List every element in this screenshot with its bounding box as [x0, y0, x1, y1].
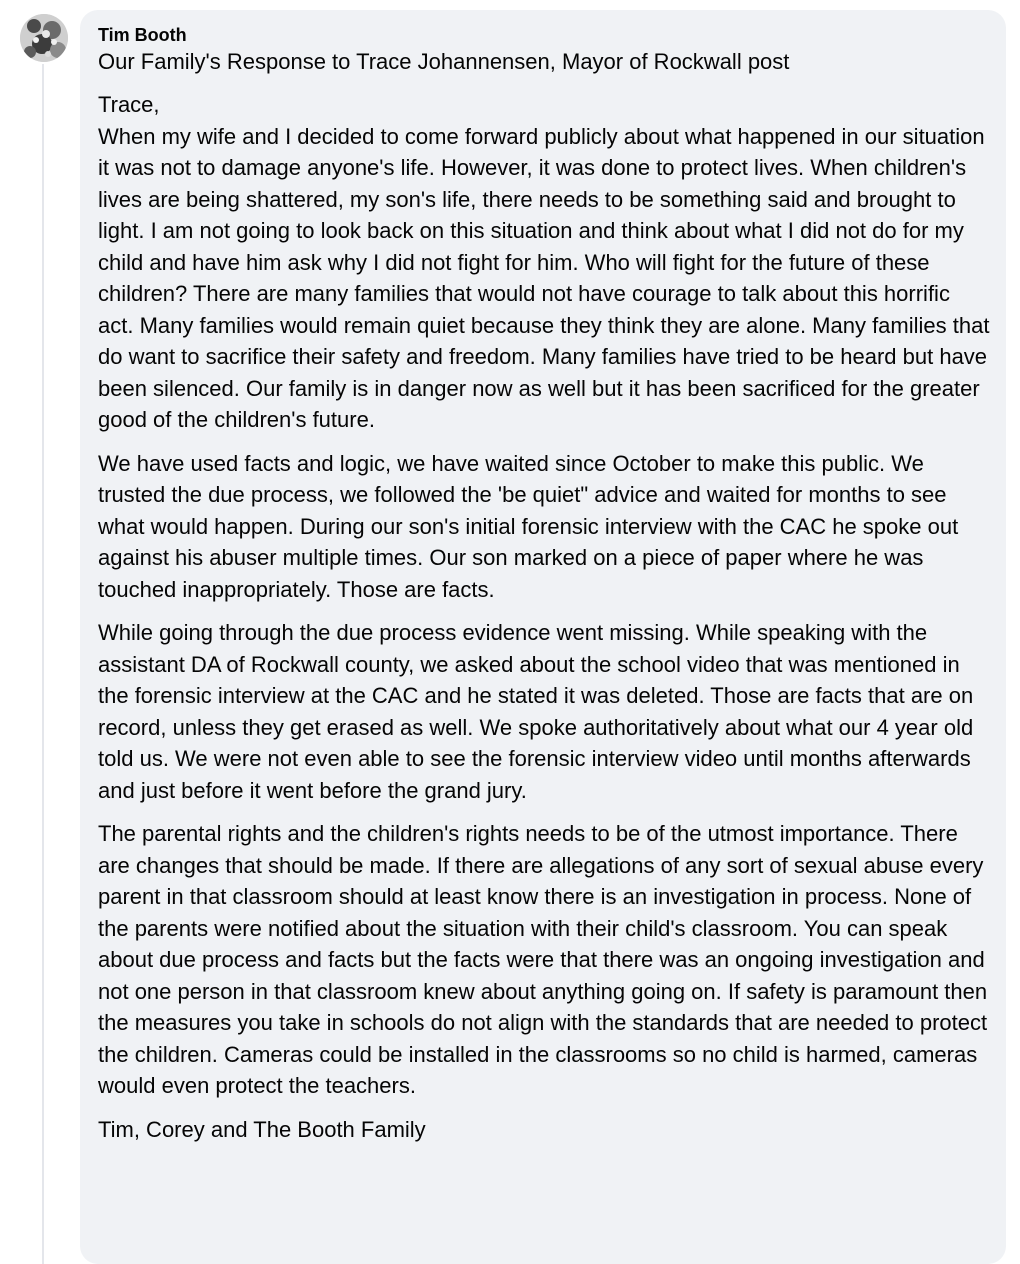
profile-photo-icon — [20, 14, 68, 62]
comment-thread-line — [42, 64, 44, 1264]
comment-author-name[interactable]: Tim Booth — [98, 25, 187, 45]
comment-paragraph: While going through the due process evidence went missing. While speaking with the assistant DA of Rockwall county, we asked about the school video that was mentioned in the forensic interview at the CAC and he stated it was deleted. Those are facts that are on record, unless they get erased as well. We spoke authoritatively about what our 4 year old told us. We were not even able to see the forensic interview video until months afterwards and just before it went before the grand jury. — [98, 620, 974, 803]
avatar[interactable] — [20, 14, 68, 62]
comment-body — [98, 89, 990, 1145]
comment-bubble — [80, 10, 1006, 1264]
comment-paragraph: The parental rights and the children's rights needs to be of the utmost importance. There are changes that should be made. If there are allegations of any sort of sexual abuse every parent in that classroom should at least know there is an investigation in process. None of the parents were notified about the situation with their child's classroom. You can speak about due process and facts but the facts were that there was an ongoing investigation and not one person in that classroom knew about anything going on. If safety is paramount then the measures you take in schools do not align with the standards that are needed to protect the children. Cameras could be installed in the classrooms so no child is harmed, cameras would even protect the teachers. — [98, 821, 988, 1098]
comment-paragraph: Trace, When my wife and I decided to come forward publicly about what happened in our situation it was not to damage anyone's life. However, it was done to protect lives. When children's lives are being shattered, my son's life, there needs to be something said and brought to light. I am not going to look back on this situation and think about what I did not do for my child and have him ask why I did not fight for him. Who will fight for the future of these children? There are many families that would not have courage to talk about this horrific act. Many families would remain quiet because they think they are alone. Many families that do want to sacrifice their safety and freedom. Many families have tried to be heard but have been silenced. Our family is in danger now as well but it has been sacrificed for the greater good of the children's future. — [98, 92, 990, 432]
comment-paragraph: We have used facts and logic, we have waited since October to make this public. We trusted the due process, we followed the 'be quiet" advice and waited for months to see what would happen. During our son's initial forensic interview with the CAC he spoke out against his abuser multiple times. Our son marked on a piece of paper where he was touched inappropriately. Those are facts. — [98, 450, 959, 602]
comment-signature: Tim, Corey and The Booth Family — [98, 1116, 426, 1142]
comment-title: Our Family's Response to Trace Johannensen, Mayor of Rockwall post — [98, 49, 790, 74]
